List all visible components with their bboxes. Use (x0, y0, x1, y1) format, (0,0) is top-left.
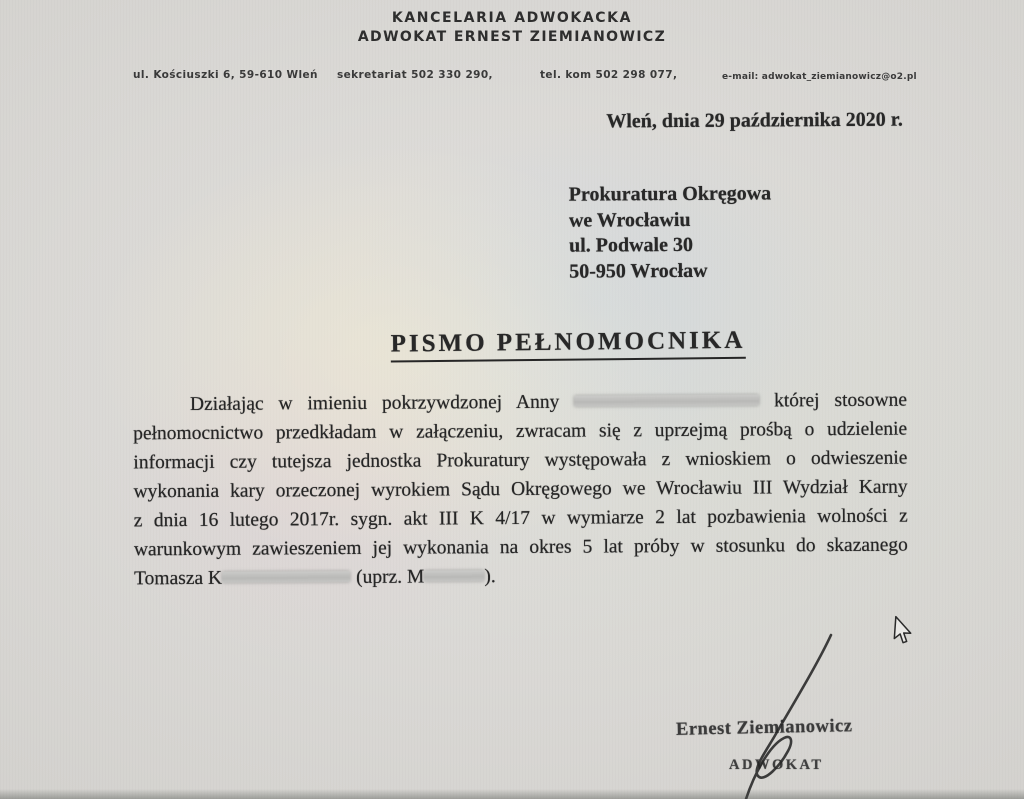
body-line1-text: Działając w imieniu pokrzywdzonej Anny (189, 391, 560, 415)
mouse-cursor-icon (891, 615, 915, 647)
recipient-city: we Wrocławiu (568, 208, 691, 232)
body-line: z dnia 16 lutego 2017r. sygn. akt III K 4/17 w wymiarze 2 lat pozbawienia wolności z (133, 505, 908, 532)
redaction-bar (574, 394, 759, 406)
body-line (133, 386, 907, 420)
body-line: wykonania kary orzeczonej wyrokiem Sądu Okręgowego we Wrocławiu III Wydział Karny (133, 476, 908, 503)
signatory-title: ADWOKAT (729, 757, 824, 773)
secretariat-phone: sekretariat 502 330 290, (337, 69, 493, 81)
recipient-street: ul. Podwale 30 (568, 233, 694, 257)
body-line: informacji czy tutejsza jednostka Prokuratury występowała z wnioskiem o odwieszenie (133, 447, 908, 474)
office-address: ul. Kościuszki 6, 59-610 Wleń (133, 69, 318, 81)
body-line (134, 560, 908, 594)
lawyer-name: ADWOKAT ERNEST ZIEMIANOWICZ (357, 29, 667, 45)
body-line7-text2: (uprz. M (356, 566, 425, 588)
body-line7-text3: ). (484, 566, 496, 588)
body-line: pełnomocnictwo przedkładam w załączeniu, zwracam się z uprzejmą prośbą o udzielenie (133, 418, 908, 445)
body-line: warunkowym zawieszeniem jej wykonania na okres 5 lat próby w stosunku do skazanego (133, 534, 908, 561)
body-line1-text2: której stosowne (774, 389, 908, 412)
firm-name: KANCELARIA ADWOKACKA (391, 10, 633, 26)
body-line7-text: Tomasza K (134, 567, 223, 590)
recipient-name: Prokuratura Okręgowa (568, 182, 772, 206)
redaction-bar (222, 571, 350, 583)
mobile-phone: tel. kom 502 298 077, (540, 69, 678, 81)
redaction-bar (424, 570, 484, 581)
document-title: PISMO PEŁNOMOCNIKA (391, 327, 746, 363)
signatory-name: Ernest Ziemianowicz (675, 716, 853, 740)
email-address: e-mail: adwokat_ziemianowicz@o2.pl (722, 72, 917, 82)
recipient-postal: 50-950 Wrocław (569, 259, 708, 283)
body-paragraph (133, 386, 908, 594)
place-and-date: Wleń, dnia 29 października 2020 r. (606, 108, 903, 133)
recipient-block (569, 181, 772, 284)
